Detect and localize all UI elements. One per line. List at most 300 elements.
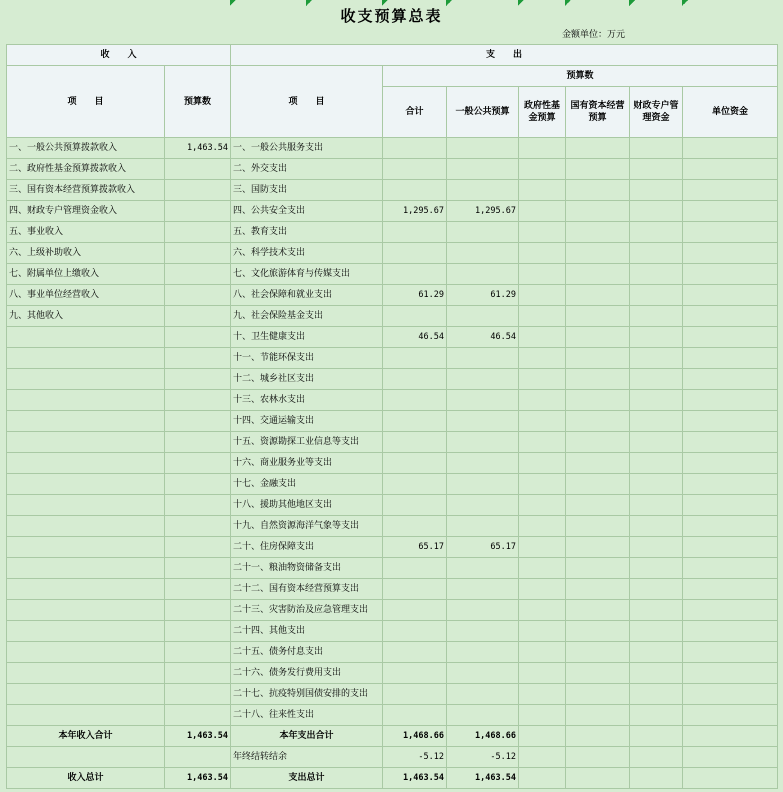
general-cell [447,495,519,516]
empty-cell [519,327,566,348]
expense-item-cell: 五、教育支出 [231,222,383,243]
empty-cell [683,768,778,789]
empty-cell [519,180,566,201]
empty-cell [519,369,566,390]
empty-cell [566,621,630,642]
income-amount-cell [165,411,231,432]
empty-cell [566,474,630,495]
total-cell: 65.17 [383,537,447,558]
empty-cell [683,264,778,285]
expense-item-cell: 二十一、粮油物资储备支出 [231,558,383,579]
empty-cell [630,432,683,453]
empty-cell [683,411,778,432]
income-amount-cell [165,432,231,453]
empty-cell [566,411,630,432]
income-item-cell: 一、一般公共预算拨款收入 [7,138,165,159]
general-cell: 46.54 [447,327,519,348]
col-gov-fund-header: 政府性基金预算 [519,87,566,138]
empty-cell [519,348,566,369]
table-row [7,453,778,474]
empty-cell [630,516,683,537]
income-amount-cell [165,327,231,348]
empty-cell [519,390,566,411]
general-cell [447,579,519,600]
expense-item-cell: 十一、节能环保支出 [231,348,383,369]
empty-cell [519,453,566,474]
empty-cell [566,306,630,327]
total-cell: 61.29 [383,285,447,306]
header-row-2 [7,66,778,87]
empty-cell [630,600,683,621]
empty-cell [566,201,630,222]
expense-item-cell: 十九、自然资源海洋气象等支出 [231,516,383,537]
table-row [7,285,778,306]
general-cell: 1,468.66 [447,726,519,747]
total-cell [383,138,447,159]
income-amount-cell [165,222,231,243]
general-cell [447,138,519,159]
income-item-cell [7,327,165,348]
income-amount-cell [165,201,231,222]
empty-cell [519,264,566,285]
expense-item-cell: 二十八、往来性支出 [231,705,383,726]
empty-cell [566,747,630,768]
income-amount-cell [165,285,231,306]
income-amount-cell [165,642,231,663]
empty-cell [683,369,778,390]
income-item-cell: 七、附属单位上缴收入 [7,264,165,285]
empty-cell [630,369,683,390]
general-cell [447,600,519,621]
general-cell [447,390,519,411]
income-amount-cell [165,684,231,705]
total-cell [383,621,447,642]
empty-cell [566,327,630,348]
empty-cell [630,558,683,579]
income-amount-cell [165,390,231,411]
general-cell [447,243,519,264]
empty-cell [566,516,630,537]
empty-cell [566,537,630,558]
empty-cell [683,642,778,663]
expense-item-cell: 七、文化旅游体育与传媒支出 [231,264,383,285]
general-cell [447,369,519,390]
empty-cell [566,705,630,726]
empty-cell [630,285,683,306]
empty-cell [519,159,566,180]
empty-cell [630,684,683,705]
total-cell: 46.54 [383,327,447,348]
total-cell: 1,468.66 [383,726,447,747]
empty-cell [630,327,683,348]
empty-cell [566,369,630,390]
general-cell [447,264,519,285]
income-item-cell: 本年收入合计 [7,726,165,747]
empty-cell [630,642,683,663]
expense-item-cell: 十、卫生健康支出 [231,327,383,348]
expense-item-cell: 二十二、国有资本经营预算支出 [231,579,383,600]
general-cell [447,516,519,537]
table-row [7,306,778,327]
income-amount-cell [165,516,231,537]
empty-cell [683,180,778,201]
general-cell: 65.17 [447,537,519,558]
total-cell [383,453,447,474]
sheet-title [0,4,783,28]
income-amount-cell [165,348,231,369]
empty-cell [630,201,683,222]
expense-item-cell: 年终结转结余 [231,747,383,768]
empty-cell [683,348,778,369]
expense-item-cell: 二十五、债务付息支出 [231,642,383,663]
general-cell [447,684,519,705]
empty-cell [519,663,566,684]
empty-cell [519,768,566,789]
income-amount-cell [165,159,231,180]
empty-cell [683,705,778,726]
empty-cell [683,726,778,747]
empty-cell [683,138,778,159]
expense-item-cell: 二十四、其他支出 [231,621,383,642]
budget-count-header: 预算数 [383,66,778,87]
general-cell [447,411,519,432]
expense-item-cell: 三、国防支出 [231,180,383,201]
income-item-cell: 五、事业收入 [7,222,165,243]
col-unit-fund-header: 单位资金 [683,87,778,138]
income-amount-cell [165,264,231,285]
empty-cell [566,390,630,411]
empty-cell [566,684,630,705]
empty-cell [683,537,778,558]
empty-cell [566,159,630,180]
total-cell [383,159,447,180]
table-row [7,474,778,495]
empty-cell [566,348,630,369]
income-amount-cell [165,306,231,327]
empty-cell [519,537,566,558]
general-cell [447,432,519,453]
col-total-header: 合计 [383,87,447,138]
empty-cell [683,558,778,579]
income-amount-cell [165,663,231,684]
general-cell [447,663,519,684]
table-row [7,138,778,159]
empty-cell [630,747,683,768]
total-cell [383,642,447,663]
empty-cell [519,411,566,432]
income-item-cell [7,684,165,705]
unit-label: 金额单位：万元 [562,30,626,40]
income-item-cell [7,453,165,474]
empty-cell [630,537,683,558]
total-cell: -5.12 [383,747,447,768]
table-row [7,684,778,705]
expense-item-cell: 二、外交支出 [231,159,383,180]
income-item-cell [7,747,165,768]
expense-item-cell: 八、社会保障和就业支出 [231,285,383,306]
budget-table [6,44,778,789]
table-row [7,432,778,453]
header-row-1 [7,45,778,66]
empty-cell [630,348,683,369]
total-cell: 1,295.67 [383,201,447,222]
expense-item-cell: 本年支出合计 [231,726,383,747]
empty-cell [630,474,683,495]
expense-item-cell: 十七、金融支出 [231,474,383,495]
empty-cell [519,138,566,159]
income-item-cell [7,579,165,600]
table-row [7,537,778,558]
empty-cell [566,600,630,621]
empty-cell [630,222,683,243]
general-cell: 1,295.67 [447,201,519,222]
table-row [7,180,778,201]
general-cell [447,558,519,579]
income-amount-cell [165,600,231,621]
empty-cell [519,558,566,579]
empty-cell [683,579,778,600]
empty-cell [683,285,778,306]
table-row [7,159,778,180]
general-cell [447,621,519,642]
empty-cell [683,453,778,474]
empty-cell [519,285,566,306]
total-cell [383,579,447,600]
empty-cell [683,243,778,264]
income-section-header: 收 入 [7,45,231,66]
income-item-cell [7,348,165,369]
empty-cell [630,453,683,474]
empty-cell [683,684,778,705]
empty-cell [683,474,778,495]
empty-cell [630,579,683,600]
empty-cell [630,495,683,516]
total-cell [383,411,447,432]
income-item-cell [7,390,165,411]
table-row [7,558,778,579]
table-row [7,579,778,600]
empty-cell [683,306,778,327]
total-cell: 1,463.54 [383,768,447,789]
table-row [7,369,778,390]
income-item-cell [7,516,165,537]
general-cell [447,306,519,327]
table-row [7,663,778,684]
empty-cell [566,663,630,684]
income-item-header: 项 目 [7,66,165,138]
income-amount-cell [165,180,231,201]
total-cell [383,705,447,726]
income-item-cell [7,537,165,558]
income-item-cell [7,432,165,453]
empty-cell [630,411,683,432]
expense-item-cell: 二十三、灾害防治及应急管理支出 [231,600,383,621]
income-item-cell [7,558,165,579]
empty-cell [566,579,630,600]
empty-cell [519,600,566,621]
income-amount-cell [165,558,231,579]
empty-cell [630,663,683,684]
empty-cell [683,432,778,453]
empty-cell [683,327,778,348]
table-row [7,243,778,264]
expense-section-header: 支 出 [231,45,778,66]
col-special-fund-header: 财政专户管理资金 [630,87,683,138]
empty-cell [519,579,566,600]
empty-cell [683,621,778,642]
general-cell: 61.29 [447,285,519,306]
total-cell [383,243,447,264]
general-cell [447,474,519,495]
income-item-cell [7,369,165,390]
total-cell [383,180,447,201]
income-item-cell [7,495,165,516]
empty-cell [630,180,683,201]
expense-item-cell: 十二、城乡社区支出 [231,369,383,390]
empty-cell [566,264,630,285]
empty-cell [683,747,778,768]
income-amount-cell [165,705,231,726]
expense-item-cell: 六、科学技术支出 [231,243,383,264]
total-cell [383,264,447,285]
table-row [7,348,778,369]
income-item-cell: 八、事业单位经营收入 [7,285,165,306]
empty-cell [566,558,630,579]
empty-cell [630,306,683,327]
empty-cell [519,747,566,768]
income-item-cell [7,663,165,684]
empty-cell [566,768,630,789]
income-amount-cell [165,747,231,768]
expense-item-cell: 四、公共安全支出 [231,201,383,222]
table-row [7,495,778,516]
empty-cell [566,726,630,747]
empty-cell [630,138,683,159]
general-cell [447,180,519,201]
empty-cell [566,180,630,201]
total-cell [383,495,447,516]
income-item-cell [7,621,165,642]
general-cell [447,705,519,726]
total-cell [383,516,447,537]
general-cell [447,348,519,369]
summary-row [7,768,778,789]
income-amount-cell [165,579,231,600]
empty-cell [630,159,683,180]
empty-cell [566,285,630,306]
expense-item-header: 项 目 [231,66,383,138]
table-row [7,222,778,243]
expense-item-cell: 十五、资源勘探工业信息等支出 [231,432,383,453]
total-cell [383,306,447,327]
summary-row [7,747,778,768]
expense-item-cell: 九、社会保险基金支出 [231,306,383,327]
total-cell [383,369,447,390]
general-cell [447,642,519,663]
expense-item-cell: 一、一般公共服务支出 [231,138,383,159]
empty-cell [683,600,778,621]
empty-cell [519,222,566,243]
income-item-cell: 收入总计 [7,768,165,789]
empty-cell [566,243,630,264]
empty-cell [519,516,566,537]
empty-cell [519,705,566,726]
table-row [7,390,778,411]
expense-item-cell: 十六、商业服务业等支出 [231,453,383,474]
expense-item-cell: 二十七、抗疫特别国债安排的支出 [231,684,383,705]
empty-cell [630,768,683,789]
empty-cell [630,705,683,726]
income-item-cell: 四、财政专户管理资金收入 [7,201,165,222]
expense-item-cell: 二十六、债务发行费用支出 [231,663,383,684]
empty-cell [683,495,778,516]
empty-cell [519,495,566,516]
income-item-cell: 六、上级补助收入 [7,243,165,264]
total-cell [383,684,447,705]
income-item-cell [7,642,165,663]
empty-cell [630,243,683,264]
col-state-capital-header: 国有资本经营预算 [566,87,630,138]
income-item-cell: 二、政府性基金预算拨款收入 [7,159,165,180]
empty-cell [519,243,566,264]
general-cell: -5.12 [447,747,519,768]
income-amount-cell [165,495,231,516]
income-amount-cell [165,474,231,495]
empty-cell [566,138,630,159]
empty-cell [683,516,778,537]
table-row [7,411,778,432]
income-amount-cell [165,453,231,474]
general-cell [447,453,519,474]
income-amount-cell: 1,463.54 [165,726,231,747]
empty-cell [566,642,630,663]
title-text: 收支预算总表 [340,7,443,25]
table-row [7,621,778,642]
empty-cell [630,726,683,747]
income-item-cell [7,474,165,495]
empty-cell [519,432,566,453]
empty-cell [630,390,683,411]
income-amount-cell [165,537,231,558]
empty-cell [519,474,566,495]
table-row [7,705,778,726]
expense-item-cell: 十四、交通运输支出 [231,411,383,432]
income-budget-header: 预算数 [165,66,231,138]
table-row [7,516,778,537]
income-amount-cell: 1,463.54 [165,138,231,159]
expense-item-cell: 支出总计 [231,768,383,789]
table-row [7,327,778,348]
table-row [7,201,778,222]
income-item-cell [7,705,165,726]
empty-cell [630,264,683,285]
general-cell [447,159,519,180]
empty-cell [519,621,566,642]
general-cell: 1,463.54 [447,768,519,789]
table-row [7,600,778,621]
income-item-cell [7,600,165,621]
total-cell [383,222,447,243]
income-amount-cell [165,243,231,264]
income-amount-cell [165,621,231,642]
table-row [7,264,778,285]
total-cell [383,390,447,411]
empty-cell [683,201,778,222]
col-general-header: 一般公共预算 [447,87,519,138]
total-cell [383,600,447,621]
total-cell [383,474,447,495]
total-cell [383,348,447,369]
